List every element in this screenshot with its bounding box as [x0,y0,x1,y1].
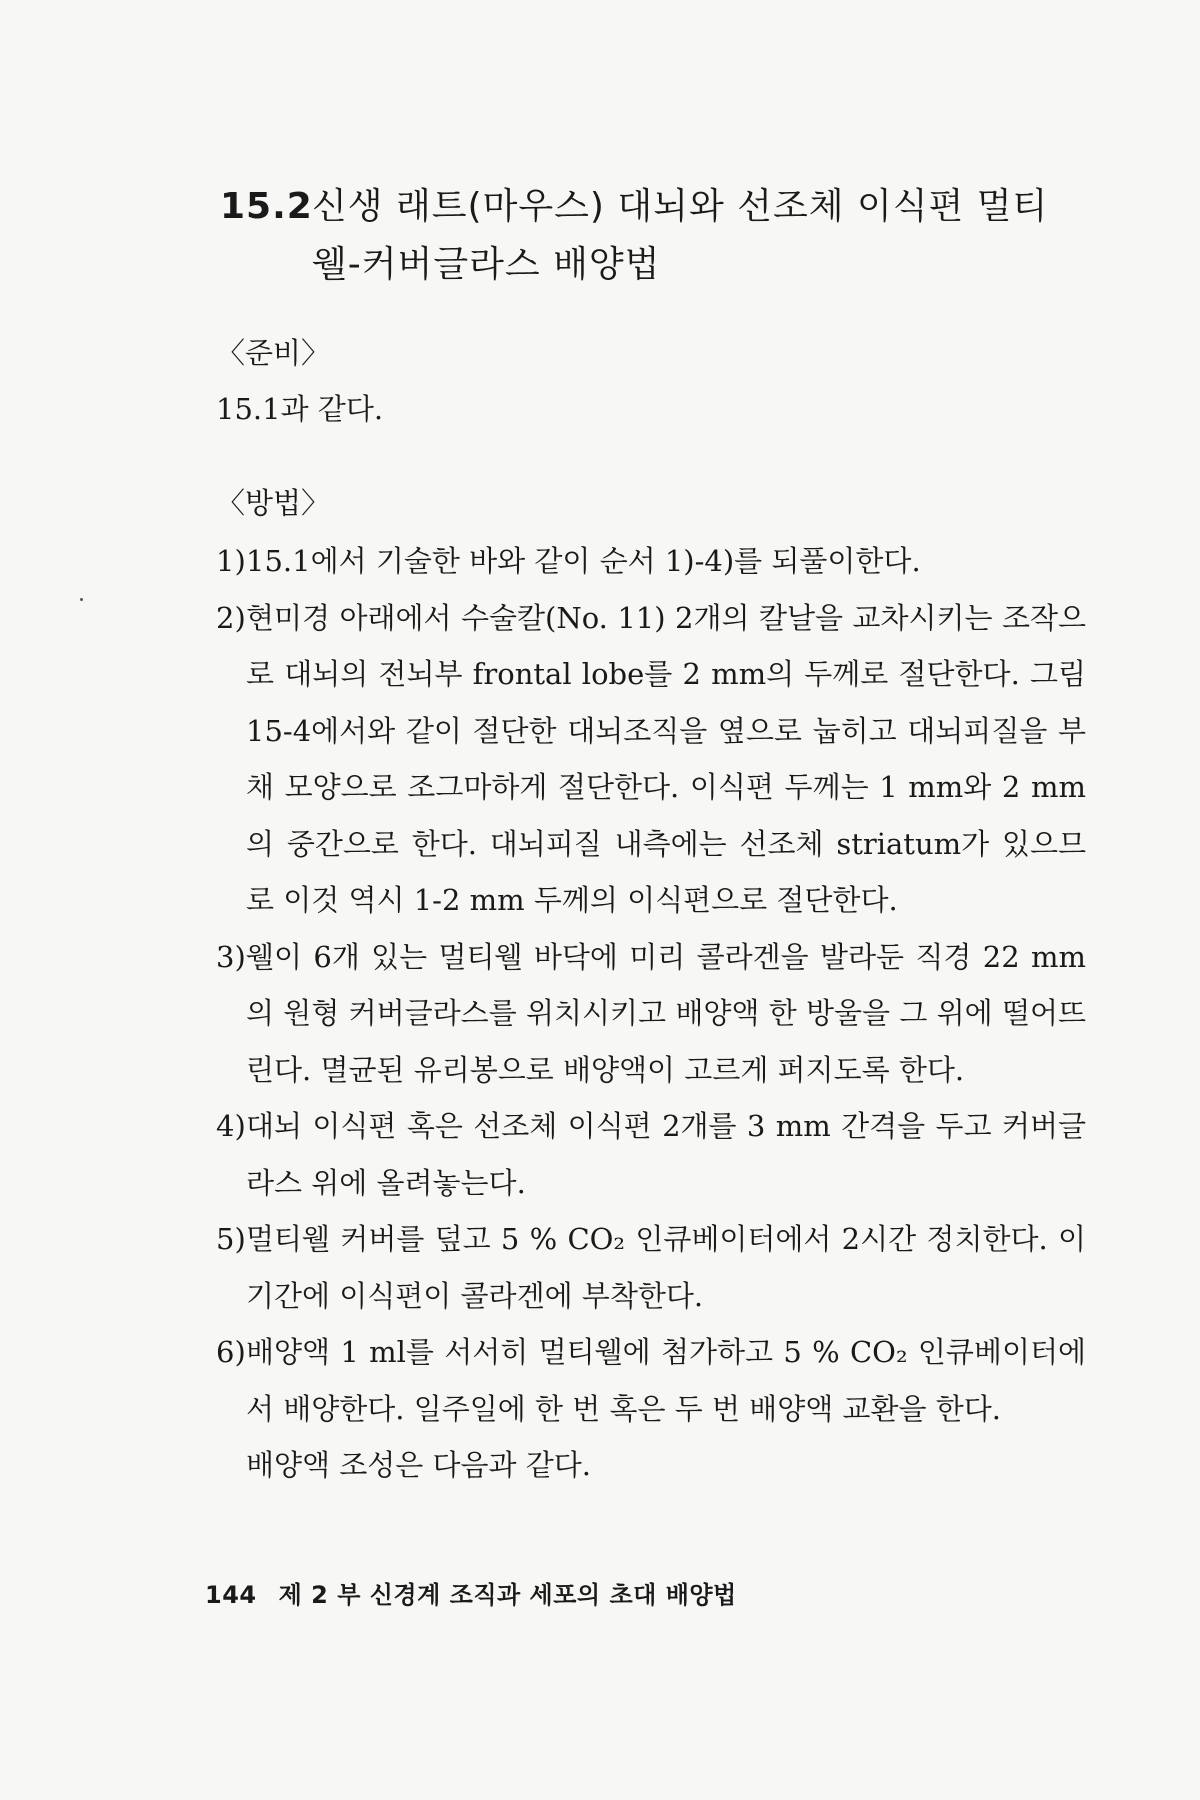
page-footer [205,1575,737,1610]
step-text: 웰이 6개 있는 멀티웰 바닥에 미리 콜라겐을 발라둔 직경 22 mm의 원형 커버글라스를 위치시키고 배양액 한 방울을 그 위에 떨어뜨린다. 멸균된 유리봉으로 배양액이 고르게 퍼지도록 한다. [246,939,1086,1087]
scan-speck [80,598,83,601]
method-step [216,1324,1086,1437]
step-number: 1) [216,544,246,578]
method-step [216,929,1086,1099]
step-number: 3) [216,939,246,974]
part-title: 제 2 부 신경계 조직과 세포의 초대 배양법 [278,1581,737,1609]
method-step [216,1098,1086,1211]
step-text: 15.1에서 기술한 바와 같이 순서 1)-4)를 되풀이한다. [246,544,921,578]
page-number: 144 [205,1581,257,1609]
method-heading: 〈방법〉 [216,486,331,520]
medium-composition-note: 배양액 조성은 다음과 같다. [246,1448,592,1482]
section-title-line1: 신생 래트(마우스) 대뇌와 선조체 이식편 멀티 [312,186,1049,227]
section-title-line2: 웰-커버글라스 배양법 [312,244,661,285]
method-step [216,1211,1086,1324]
step-number: 5) [216,1222,246,1256]
step-text: 대뇌 이식편 혹은 선조체 이식편 2개를 3 mm 간격을 두고 커버글라스 위에 올려놓는다. [246,1109,1086,1200]
method-steps [216,533,1086,1494]
step-number: 6) [216,1335,246,1369]
method-step [216,590,1086,929]
section-title [220,178,1100,294]
step-number: 4) [216,1109,246,1143]
step-number: 2) [216,600,246,635]
section-number: 15.2 [220,186,313,227]
step-text: 멀티웰 커버를 덮고 5 % CO₂ 인큐베이터에서 2시간 정치한다. 이 기간에 이식편이 콜라겐에 부착한다. [246,1222,1086,1313]
step-text: 배양액 1 ml를 서서히 멀티웰에 첨가하고 5 % CO₂ 인큐베이터에서 배양한다. 일주일에 한 번 혹은 두 번 배양액 교환을 한다. [246,1335,1086,1426]
preparation-heading: 〈준비〉 [216,336,331,370]
step-text: 현미경 아래에서 수술칼(No. 11) 2개의 칼날을 교차시키는 조작으로 대뇌의 전뇌부 frontal lobe를 2 mm의 두께로 절단한다. 그림 15-4에서와 같이 절단한 대뇌조직을 옆으로 눕히고 대뇌피질을 부채 모양으로 조그마하게 절단한다. 이식편 두께는 1 mm와 2 mm의 중간으로 한다. 대뇌피질 내측에는 선조체 striatum가 있으므로 이것 역시 1-2 mm 두께의 이식편으로 절단한다. [246,600,1086,917]
method-step [216,533,1086,590]
preparation-text: 15.1과 같다. [216,392,384,426]
